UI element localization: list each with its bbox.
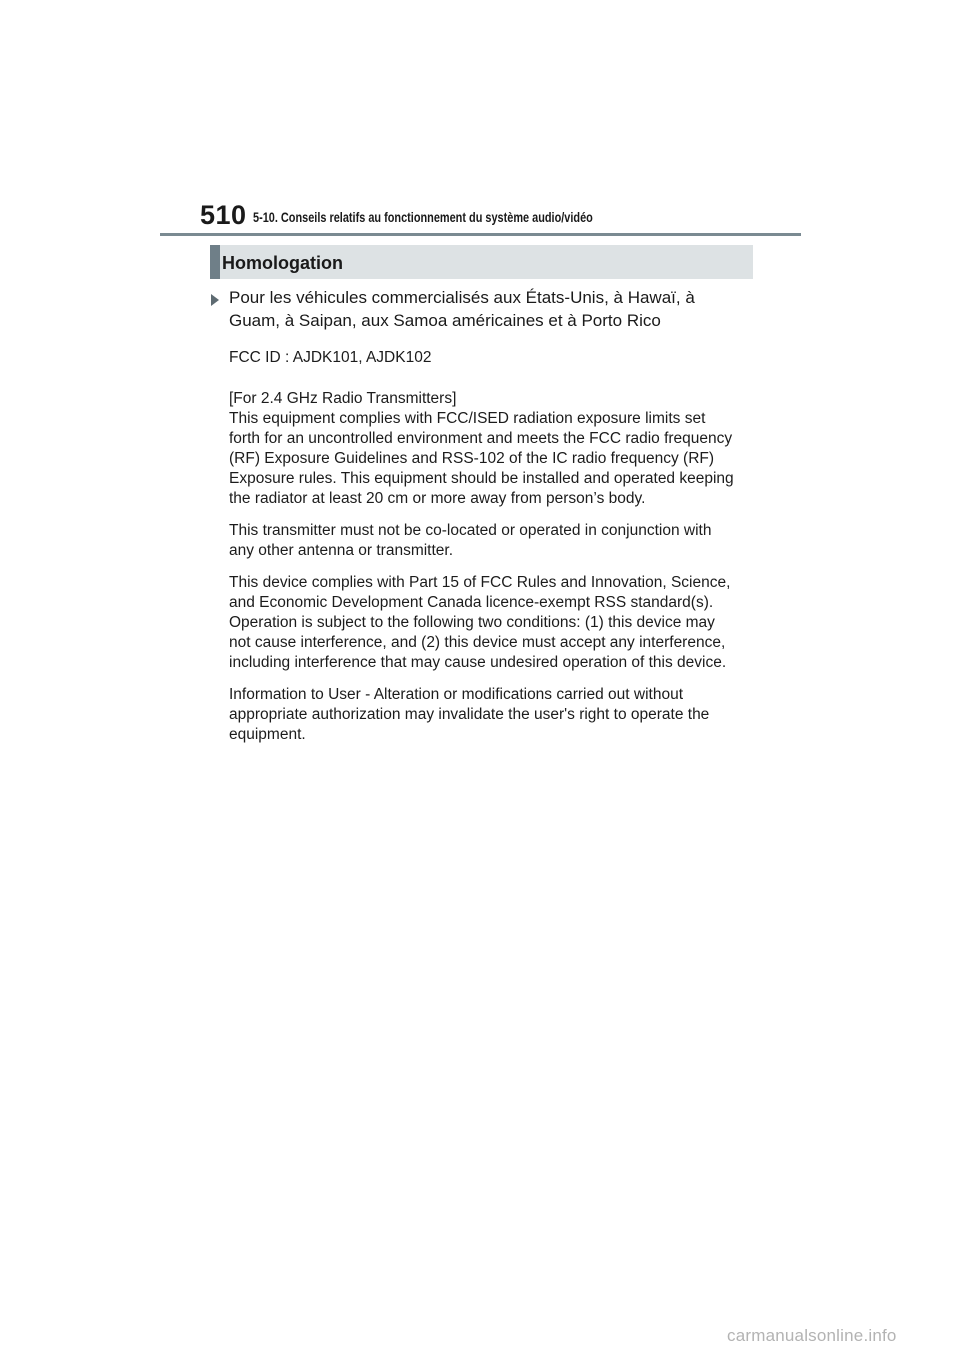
watermark: carmanualsonline.info: [727, 1326, 897, 1345]
notice-paragraph-2: This transmitter must not be co-located or operated in conjunction with any other antenna or transmitter.: [229, 522, 712, 559]
bullet-triangle-icon: [211, 294, 219, 306]
radio-heading: [For 2.4 GHz Radio Transmitters]: [229, 390, 457, 407]
header-rule: [160, 233, 801, 236]
section-title: Homologation: [222, 253, 343, 273]
section-accent-bar: [210, 245, 220, 279]
notice-body: [229, 389, 739, 745]
section-heading-bar: [210, 245, 753, 279]
bullet-text: Pour les véhicules commercialisés aux États-Unis, à Hawaï, à Guam, à Saipan, aux Samoa américaines et à Porto Rico: [229, 288, 695, 330]
fcc-notice-image: [217, 345, 737, 775]
page-number: 510: [200, 200, 247, 230]
chapter-title: 5-10. Conseils relatifs au fonctionnement du système audio/vidéo: [253, 209, 593, 225]
notice-paragraph-3: This device complies with Part 15 of FCC Rules and Innovation, Science, and Economic Development Canada licence-exempt RSS standard(s). Operation is subject to the following two conditions: (1) this device may not cause interference, and (2) this device must accept any interference, including interference that may cause undesired operation of this device.: [229, 574, 731, 671]
notice-paragraph-4: Information to User - Alteration or modifications carried out without appropriate authorization may invalidate the user's right to operate the equipment.: [229, 686, 710, 743]
notice-paragraph-1: This equipment complies with FCC/ISED radiation exposure limits set forth for an uncontrolled environment and meets the FCC radio frequency (RF) Exposure Guidelines and RSS-102 of the IC radio frequency (RF) Exposure rules. This equipment should be installed and operated keeping the radiator at least 20 cm or more away from person’s body.: [229, 410, 734, 507]
fcc-id: FCC ID : AJDK101, AJDK102: [229, 349, 432, 366]
